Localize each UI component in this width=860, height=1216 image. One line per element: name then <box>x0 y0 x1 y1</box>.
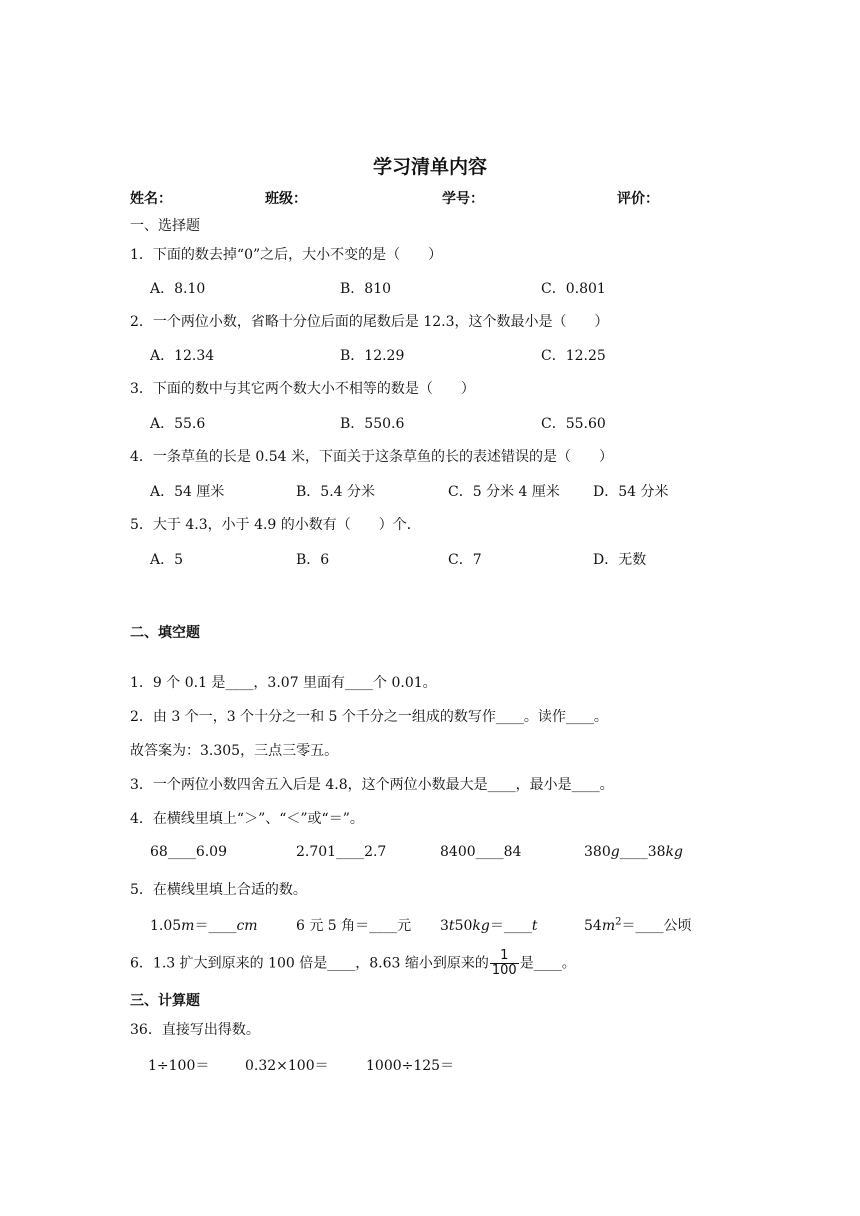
compare-item: 68____6.09 <box>150 844 227 860</box>
question-5: 5．大于 4.3，小于 4.9 的小数有（ ）个． <box>130 517 421 533</box>
calc-question: 36．直接写出得数。 <box>130 1022 260 1038</box>
section-heading: 二、填空题 <box>130 625 200 641</box>
option-b: B．550.6 <box>340 416 405 432</box>
question-4: 4．一条草鱼的长是 0.54 米，下面关于这条草鱼的长的表述错误的是（ ） <box>130 449 613 465</box>
option-b: B．12.29 <box>340 348 405 364</box>
calc-item: 1÷100＝ <box>148 1058 210 1074</box>
option-a: A．12.34 <box>150 348 215 364</box>
compare-item: 2.701____2.7 <box>296 844 387 860</box>
compare-item: 380g____38kg <box>584 844 683 860</box>
option-c: C．12.25 <box>541 348 606 364</box>
number-label: 学号： <box>442 191 484 207</box>
option-b: B．6 <box>296 552 330 568</box>
option-a: A．54 厘米 <box>150 484 225 500</box>
conversion-item: 1.05m＝____cm <box>150 918 258 934</box>
answer-note: 故答案为：3.305，三点三零五。 <box>130 743 339 759</box>
option-d: D．54 分米 <box>593 484 669 500</box>
question-2: 2．一个两位小数，省略十分位后面的尾数后是 12.3，这个数最小是（ ） <box>130 314 609 330</box>
conversion-item: 6 元 5 角＝____元 <box>296 918 412 934</box>
option-c: C．0.801 <box>541 281 606 297</box>
fraction: $\frac{1}{100}$ <box>491 948 517 978</box>
option-c: C．55.60 <box>541 416 606 432</box>
fill-question-1: 1．9 个 0.1 是____，3.07 里面有____个 0.01。 <box>130 675 437 691</box>
calc-item: 1000÷125＝ <box>366 1058 455 1074</box>
question-1: 1．下面的数去掉“0”之后，大小不变的是（ ） <box>130 247 443 263</box>
page-title: 学习清单内容 <box>372 156 487 178</box>
conversion-item: 3t50kg＝____t <box>440 918 538 934</box>
option-a: A．5 <box>150 552 184 568</box>
rating-label: 评价： <box>617 191 659 207</box>
question-3: 3．下面的数中与其它两个数大小不相等的数是（ ） <box>130 381 475 397</box>
option-b: B．810 <box>340 281 392 297</box>
option-b: B．5.4 分米 <box>296 484 376 500</box>
option-c: C．7 <box>448 552 482 568</box>
class-label: 班级： <box>265 191 307 207</box>
option-c: C．5 分米 4 厘米 <box>448 484 560 500</box>
option-a: A．8.10 <box>150 281 206 297</box>
section-heading: 三、计算题 <box>130 993 200 1009</box>
conversion-item: $54m^2=\_\_\_\_$公顷 <box>584 916 692 934</box>
option-d: D．无数 <box>593 552 647 568</box>
compare-item: 8400____84 <box>440 844 522 860</box>
section-heading: 一、选择题 <box>130 218 200 234</box>
fill-question-5: 5．在横线里填上合适的数。 <box>130 882 307 898</box>
calc-item: 0.32×100＝ <box>245 1058 329 1074</box>
fill-question-4: 4．在横线里填上“＞”、“＜”或“＝”。 <box>130 811 364 827</box>
fill-question-2: 2．由 3 个一，3 个十分之一和 5 个千分之一组成的数写作____。读作____。 <box>130 709 608 725</box>
fill-question-6: 6．1.3 扩大到原来的 100 倍是____，8.63 缩小到原来的 $\frac{1}{100}$ 是____。 <box>130 948 576 978</box>
fill-question-3: 3．一个两位小数四舍五入后是 4.8，这个两位小数最大是____，最小是____。 <box>130 777 614 793</box>
name-label: 姓名： <box>130 191 172 207</box>
option-a: A．55.6 <box>150 416 206 432</box>
